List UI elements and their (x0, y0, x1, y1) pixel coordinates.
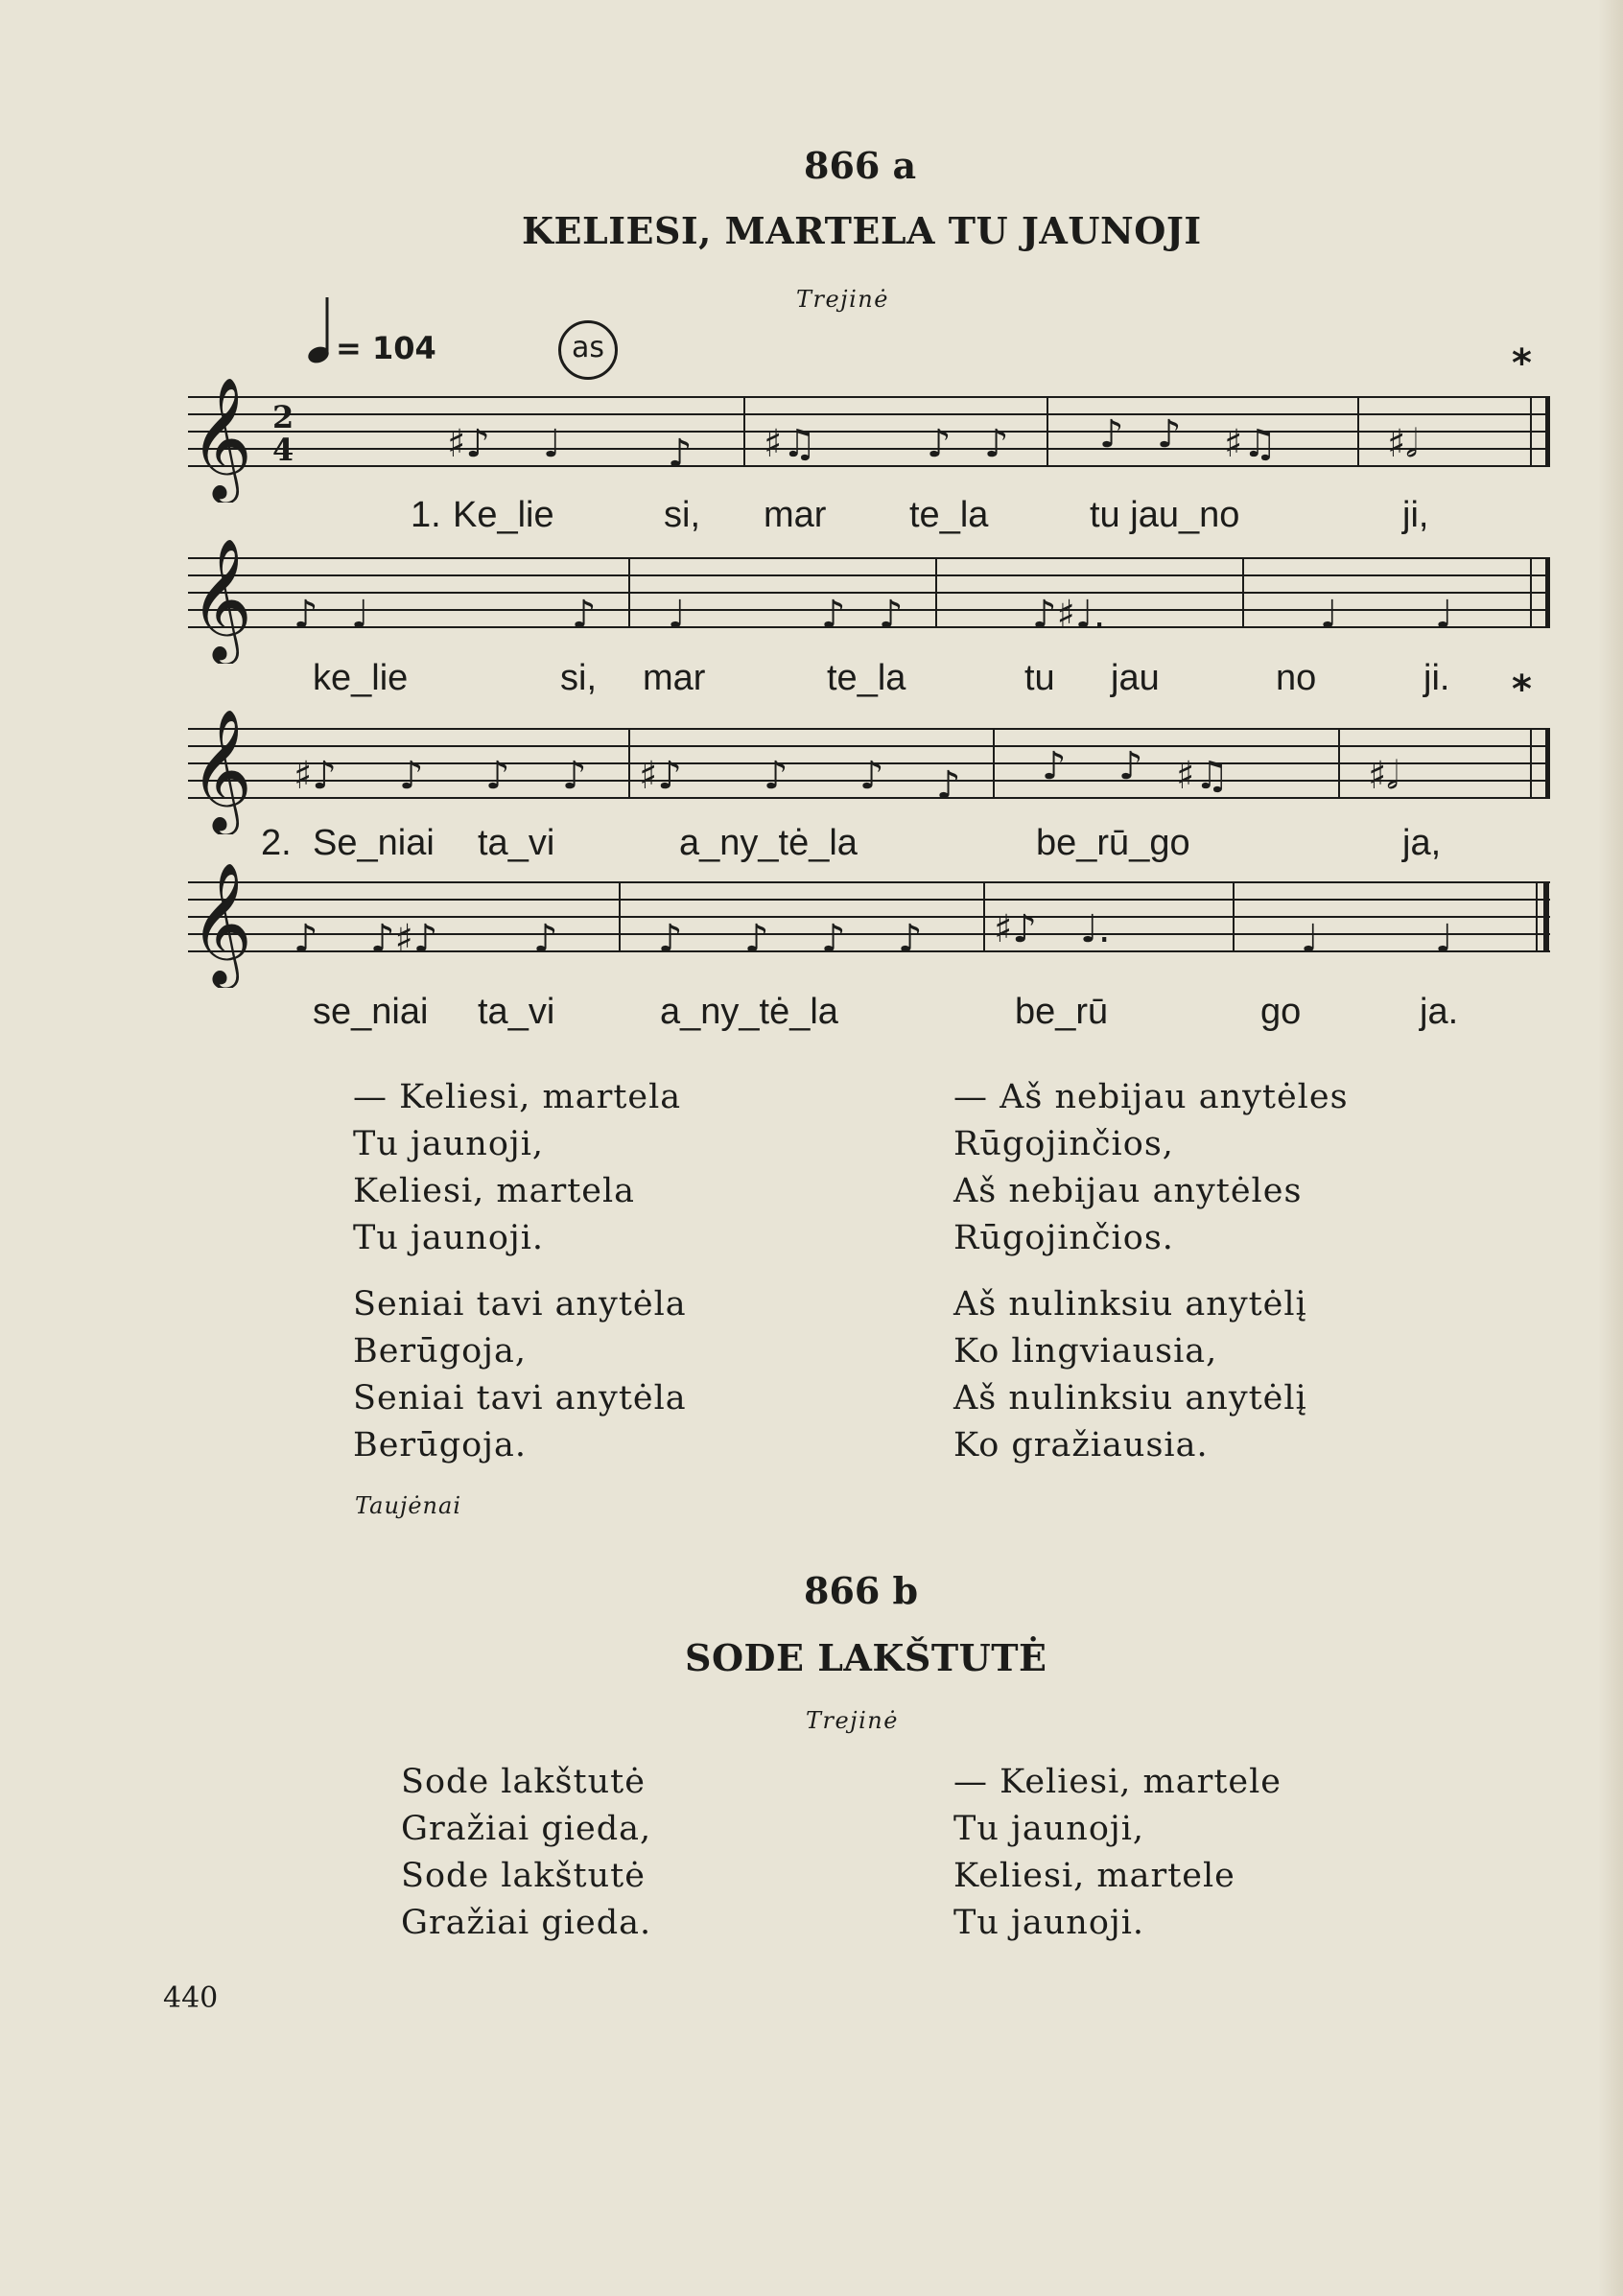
svg-text:♪: ♪ (1099, 412, 1124, 457)
svg-text:♯𝅗𝅥: ♯𝅗𝅥 (1368, 754, 1400, 798)
svg-text:♯𝅗𝅥: ♯𝅗𝅥 (1387, 422, 1419, 466)
svg-text:♪: ♪ (764, 754, 788, 798)
svg-text:♯♪: ♯♪ (639, 754, 682, 798)
verse-line: Berūgoja, (353, 1332, 528, 1371)
music-staff-1 (169, 378, 1550, 503)
svg-text:♪: ♪ (399, 754, 424, 798)
lyric-syllable: si, (664, 495, 700, 535)
svg-text:𝄞: 𝄞 (190, 710, 253, 831)
verse-line: Tu jaunoji, (353, 1125, 545, 1163)
svg-text:♪: ♪ (658, 917, 683, 961)
refrain-star-icon: * (1512, 341, 1532, 386)
refrain-star-icon: * (1512, 668, 1532, 712)
lyric-syllable: Ke_lie (453, 495, 554, 535)
lyric-syllable: si, (560, 658, 597, 698)
verse-line: Seniai tavi anytėla (353, 1379, 687, 1417)
music-staff-2 (169, 539, 1550, 664)
svg-text:♯♫: ♯♫ (1224, 422, 1278, 466)
verse-line: Gražiai gieda. (401, 1904, 652, 1942)
svg-text:♪: ♪ (572, 593, 597, 637)
verse-line: Tu jaunoji, (953, 1810, 1145, 1848)
lyric-syllable: se_niai (313, 992, 429, 1032)
svg-text:♪: ♪ (1042, 744, 1067, 788)
verse-left-b (401, 1759, 651, 1947)
song-title: KELIESI, MARTELA TU JAUNOJI (522, 209, 1202, 252)
verse-line: Keliesi, martele (953, 1857, 1235, 1895)
verse-line: Berūgoja. (353, 1426, 528, 1464)
svg-text:♩.: ♩. (1080, 907, 1111, 951)
lyric-syllable: be_rū_go (1036, 823, 1190, 863)
svg-text:♪: ♪ (668, 432, 693, 476)
lyric-syllable: ke_lie (313, 658, 409, 698)
quarter-note-icon (305, 295, 334, 366)
source-location: Taujėnai (355, 1492, 461, 1519)
music-staff-4 (169, 863, 1550, 988)
lyric-syllable: te_la (827, 658, 906, 698)
svg-text:♪: ♪ (879, 593, 904, 637)
song-number: 866 a (804, 144, 917, 187)
svg-text:♩: ♩ (1320, 593, 1338, 637)
verse-line: — Keliesi, martele (953, 1763, 1282, 1801)
lyric-syllable: ji. (1423, 658, 1450, 698)
song-number: 866 b (804, 1569, 919, 1612)
svg-text:♪: ♪ (984, 422, 1009, 466)
genre-label: Trejinė (796, 286, 889, 313)
verse-line: Rūgojinčios. (953, 1219, 1174, 1257)
svg-text:♪: ♪ (821, 917, 846, 961)
verse-right-2 (953, 1281, 1307, 1469)
svg-text:𝄞: 𝄞 (190, 539, 253, 660)
lyric-syllable: ta_vi (478, 992, 555, 1032)
music-staff-3 (169, 710, 1550, 834)
lyric-syllable: ta_vi (478, 823, 555, 863)
svg-text:♪: ♪ (533, 917, 558, 961)
verse-line: Gražiai gieda, (401, 1810, 652, 1848)
verse-line: Tu jaunoji. (353, 1219, 545, 1257)
song-title: SODE LAKŠTUTĖ (685, 1636, 1047, 1679)
verse-left-2 (353, 1281, 687, 1469)
verse-line: Rūgojinčios, (953, 1125, 1174, 1163)
genre-label: Trejinė (806, 1707, 899, 1734)
svg-text:♪: ♪ (744, 917, 769, 961)
svg-text:♪: ♪ (485, 754, 510, 798)
verse-line: Ko lingviausia, (953, 1332, 1218, 1371)
verse-line: Seniai tavi anytėla (353, 1285, 687, 1324)
svg-text:♪: ♪ (294, 593, 318, 637)
lyric-syllable: ji, (1402, 495, 1429, 535)
svg-text:♯♫: ♯♫ (764, 422, 817, 466)
verse-line: Aš nulinksiu anytėlį (953, 1285, 1307, 1324)
verse-line: Sode lakštutė (401, 1857, 646, 1895)
svg-text:♩: ♩ (668, 593, 686, 637)
verse-line: — Keliesi, martela (353, 1078, 682, 1116)
lyric-syllable: go (1260, 992, 1302, 1032)
svg-text:♪: ♪ (898, 917, 923, 961)
lyric-syllable: tu jau_no (1090, 495, 1240, 535)
lyric-syllable: 2. (261, 823, 292, 863)
lyric-syllable: Se_niai (313, 823, 435, 863)
lyric-syllable: ja. (1420, 992, 1459, 1032)
svg-text:♩: ♩ (1435, 593, 1453, 637)
verse-right-1 (953, 1074, 1349, 1262)
svg-text:♪: ♪ (936, 763, 961, 808)
verse-right-b (953, 1759, 1282, 1947)
svg-text:♪♯♪: ♪♯♪ (370, 917, 438, 961)
svg-text:♩: ♩ (351, 593, 369, 637)
svg-text:♯♫: ♯♫ (1176, 754, 1230, 798)
svg-text:♪: ♪ (294, 917, 318, 961)
page-edge (1598, 0, 1623, 2296)
lyric-syllable: ja, (1402, 823, 1442, 863)
lyric-syllable: a_ny_tė_la (679, 823, 858, 863)
svg-text:♩: ♩ (1435, 917, 1453, 961)
svg-text:♪: ♪ (1118, 744, 1143, 788)
svg-text:𝄞: 𝄞 (190, 378, 253, 499)
svg-text:𝄞: 𝄞 (190, 863, 253, 984)
lyric-syllable: a_ny_tė_la (660, 992, 838, 1032)
svg-text:♪: ♪ (562, 754, 587, 798)
svg-text:2: 2 (272, 399, 294, 435)
mode-mark: as (558, 320, 618, 380)
lyric-syllable: be_rū (1015, 992, 1109, 1032)
svg-text:4: 4 (272, 432, 294, 468)
svg-text:♪: ♪ (1157, 412, 1182, 457)
svg-text:♪: ♪ (927, 422, 952, 466)
verse-line: Aš nebijau anytėles (953, 1172, 1303, 1210)
page-number: 440 (163, 1981, 219, 2015)
lyric-syllable: no (1276, 658, 1317, 698)
verse-left-1 (353, 1074, 681, 1262)
svg-text:♪: ♪ (859, 754, 884, 798)
svg-text:♯♪: ♯♪ (447, 422, 490, 466)
verse-line: Ko gražiausia. (953, 1426, 1209, 1464)
svg-text:♩: ♩ (543, 422, 561, 466)
lyric-syllable: tu (1024, 658, 1055, 698)
verse-line: Keliesi, martela (353, 1172, 636, 1210)
svg-text:♯♪: ♯♪ (994, 907, 1037, 951)
lyric-syllable: jau (1111, 658, 1160, 698)
verse-line: — Aš nebijau anytėles (953, 1078, 1349, 1116)
svg-text:♪: ♪ (821, 593, 846, 637)
verse-line: Aš nulinksiu anytėlį (953, 1379, 1307, 1417)
verse-line: Tu jaunoji. (953, 1904, 1145, 1942)
lyric-syllable: 1. (411, 495, 441, 535)
lyric-syllable: mar (764, 495, 827, 535)
svg-text:♯♪: ♯♪ (294, 754, 337, 798)
lyric-syllable: mar (643, 658, 706, 698)
tempo-marking: = 104 (336, 330, 436, 366)
svg-text:♩: ♩ (1301, 917, 1319, 961)
lyric-syllable: te_la (909, 495, 989, 535)
svg-text:♪♯♩.: ♪♯♩. (1032, 593, 1106, 637)
verse-line: Sode lakštutė (401, 1763, 646, 1801)
